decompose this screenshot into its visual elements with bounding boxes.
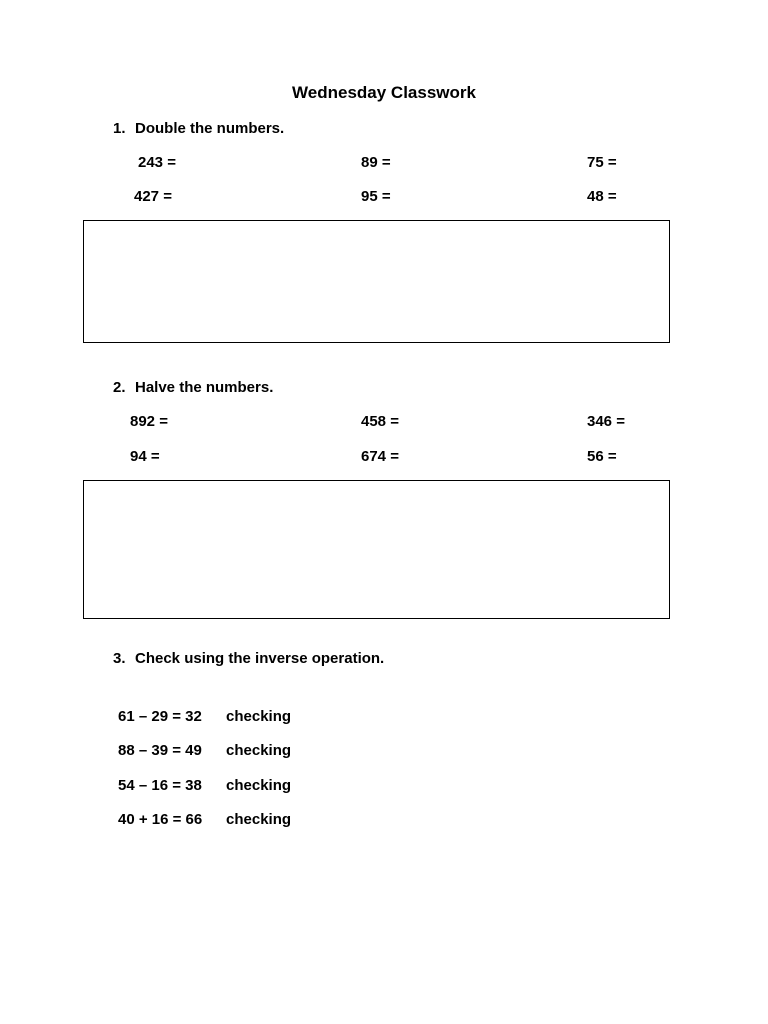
q1-item-6: 48 = <box>587 188 617 205</box>
question-1-number: 1. <box>113 120 126 137</box>
q1-item-4: 427 = <box>134 188 172 205</box>
q1-answer-box[interactable] <box>83 220 670 343</box>
question-2-number: 2. <box>113 379 126 396</box>
q2-item-2: 458 = <box>361 413 399 430</box>
q2-item-4: 94 = <box>130 448 160 465</box>
q3-equation: 88 – 39 = 49 <box>118 742 202 759</box>
q1-item-3: 75 = <box>587 154 617 171</box>
question-1-prompt: Double the numbers. <box>135 120 285 137</box>
question-3-prompt: Check using the inverse operation. <box>135 650 385 667</box>
q1-item-5: 95 = <box>361 188 391 205</box>
q2-item-5: 674 = <box>361 448 399 465</box>
q1-item-1: 243 = <box>138 154 176 171</box>
q3-checking-label: checking <box>226 777 292 794</box>
question-3-number: 3. <box>113 650 126 667</box>
q3-checking-label: checking <box>226 708 292 725</box>
q2-item-3: 346 = <box>587 413 625 430</box>
q3-equation: 61 – 29 = 32 <box>118 708 202 725</box>
q3-equation: 40 + 16 = 66 <box>118 811 203 828</box>
q3-equation: 54 – 16 = 38 <box>118 777 202 794</box>
q2-answer-box[interactable] <box>83 480 670 619</box>
question-2-prompt: Halve the numbers. <box>135 379 274 396</box>
q3-checking-label: checking <box>226 742 292 759</box>
q3-checking-label: checking <box>226 811 292 828</box>
page-title: Wednesday Classwork <box>292 83 476 102</box>
q2-item-6: 56 = <box>587 448 617 465</box>
q2-item-1: 892 = <box>130 413 168 430</box>
q1-item-2: 89 = <box>361 154 391 171</box>
